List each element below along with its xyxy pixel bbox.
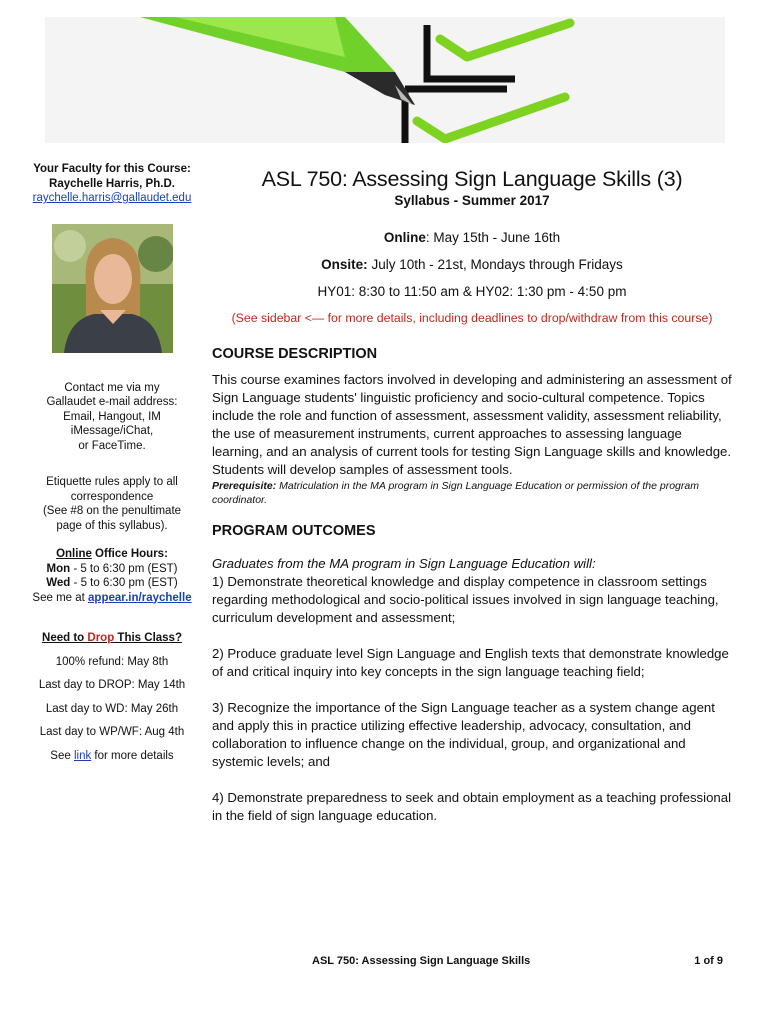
office-hours-monday: Mon - 5 to 6:30 pm (EST) — [46, 562, 178, 575]
hybrid-times: HY01: 8:30 to 11:50 am & HY02: 1:30 pm - 4:50 pm — [317, 284, 627, 299]
etiquette-line: Etiquette rules apply to all — [46, 476, 178, 488]
faculty-email-link[interactable]: raychelle.harris@gallaudet.edu — [32, 192, 192, 204]
etiquette-line: correspondence — [70, 490, 154, 503]
faculty-name: Raychelle Harris, Ph.D. — [49, 177, 175, 190]
details-link[interactable]: link — [73, 749, 92, 762]
deadline-item: Last day to WD: May 26th — [45, 702, 179, 715]
see-me-at: See me at appear.in/raychelle — [32, 591, 192, 604]
sidebar-note: (See sidebar <— for more details, including deadlines to drop/withdraw from this course) — [231, 311, 713, 325]
course-subtitle: Syllabus - Summer 2017 — [394, 193, 550, 208]
appear-in-link[interactable]: appear.in/raychelle — [88, 591, 192, 604]
onsite-dates: Onsite: July 10th - 21st, Mondays through Fridays — [321, 257, 623, 272]
deadline-item: Last day to WP/WF: Aug 4th — [39, 726, 185, 738]
schedule — [212, 224, 732, 332]
online-dates: Online: May 15th - June 16th — [383, 230, 561, 245]
etiquette-line: (See #8 on the penultimate — [42, 505, 182, 517]
contact-info — [28, 381, 196, 454]
outcome-item: 1) Demonstrate theoretical knowledge and display competence in classroom settings regarding methodological and socio-political issues involved in sign language teaching, curriculum development and assessment; — [212, 574, 719, 625]
course-title: ASL 750: Assessing Sign Language Skills (3) — [261, 167, 683, 191]
drop-class-heading: Need to Drop This Class? — [42, 632, 182, 644]
contact-line: Gallaudet e-mail address: — [46, 396, 178, 408]
sidebar — [28, 162, 196, 772]
course-description-heading: COURSE DESCRIPTION — [212, 346, 378, 362]
office-hours — [28, 547, 196, 605]
office-hours-wednesday: Wed - 5 to 6:30 pm (EST) — [46, 577, 178, 589]
etiquette-line: page of this syllabus). — [56, 519, 168, 532]
outcome-item: 2) Produce graduate level Sign Language and English texts that demonstrate knowledge of and critical inquiry into key concepts in the sign language teaching field; — [212, 646, 729, 679]
program-outcomes-heading: PROGRAM OUTCOMES — [212, 523, 376, 539]
main-content — [212, 165, 732, 825]
contact-line: Email, Hangout, IM — [63, 410, 161, 423]
office-hours-heading: Online Office Hours: — [56, 548, 168, 560]
outcome-item: 3) Recognize the importance of the Sign Language teacher as a system change agent and apply this in practice utilizing effective leadership, advocacy, consultation, and collaboration to influence change on the individual, group, and organizational and systemic levels; and — [212, 700, 715, 769]
deadline-item: Last day to DROP: May 14th — [38, 679, 186, 691]
contact-line: Contact me via my — [64, 381, 160, 394]
page-number: 1 of 9 — [694, 955, 723, 967]
faculty-portrait-photo — [52, 224, 173, 353]
banner-illustration — [45, 17, 725, 143]
details-line: See link for more details — [50, 749, 174, 762]
course-description-body: This course examines factors involved in developing and administering an assessment of Sign Language students' linguistic proficiency and socio-cultural competence. Topics include the role and function of assessment, assessment validity, assessment reliability, the use of measurement instruments, current approaches to assessing language learning, and an analysis of current tools for testing Sign Language skills and knowledge. Students will develop samples of assessment tools. — [212, 372, 732, 477]
contact-line: iMessage/iChat, — [70, 425, 154, 437]
footer-course-title: ASL 750: Assessing Sign Language Skills — [312, 955, 531, 967]
etiquette-note — [28, 475, 196, 533]
pen-checklist-icon — [45, 17, 725, 143]
prerequisite-note: Prerequisite: Matriculation in the MA program in Sign Language Education or permission of the program coordinator. — [212, 480, 699, 506]
deadline-item: 100% refund: May 8th — [55, 655, 169, 668]
faculty-heading: Your Faculty for this Course: — [33, 163, 191, 175]
outcome-item: 4) Demonstrate preparedness to seek and obtain employment as a teaching professional in the field of sign language education. — [212, 790, 732, 823]
outcomes-intro: Graduates from the MA program in Sign Language Education will: — [212, 556, 596, 571]
contact-line: or FaceTime. — [78, 439, 146, 452]
